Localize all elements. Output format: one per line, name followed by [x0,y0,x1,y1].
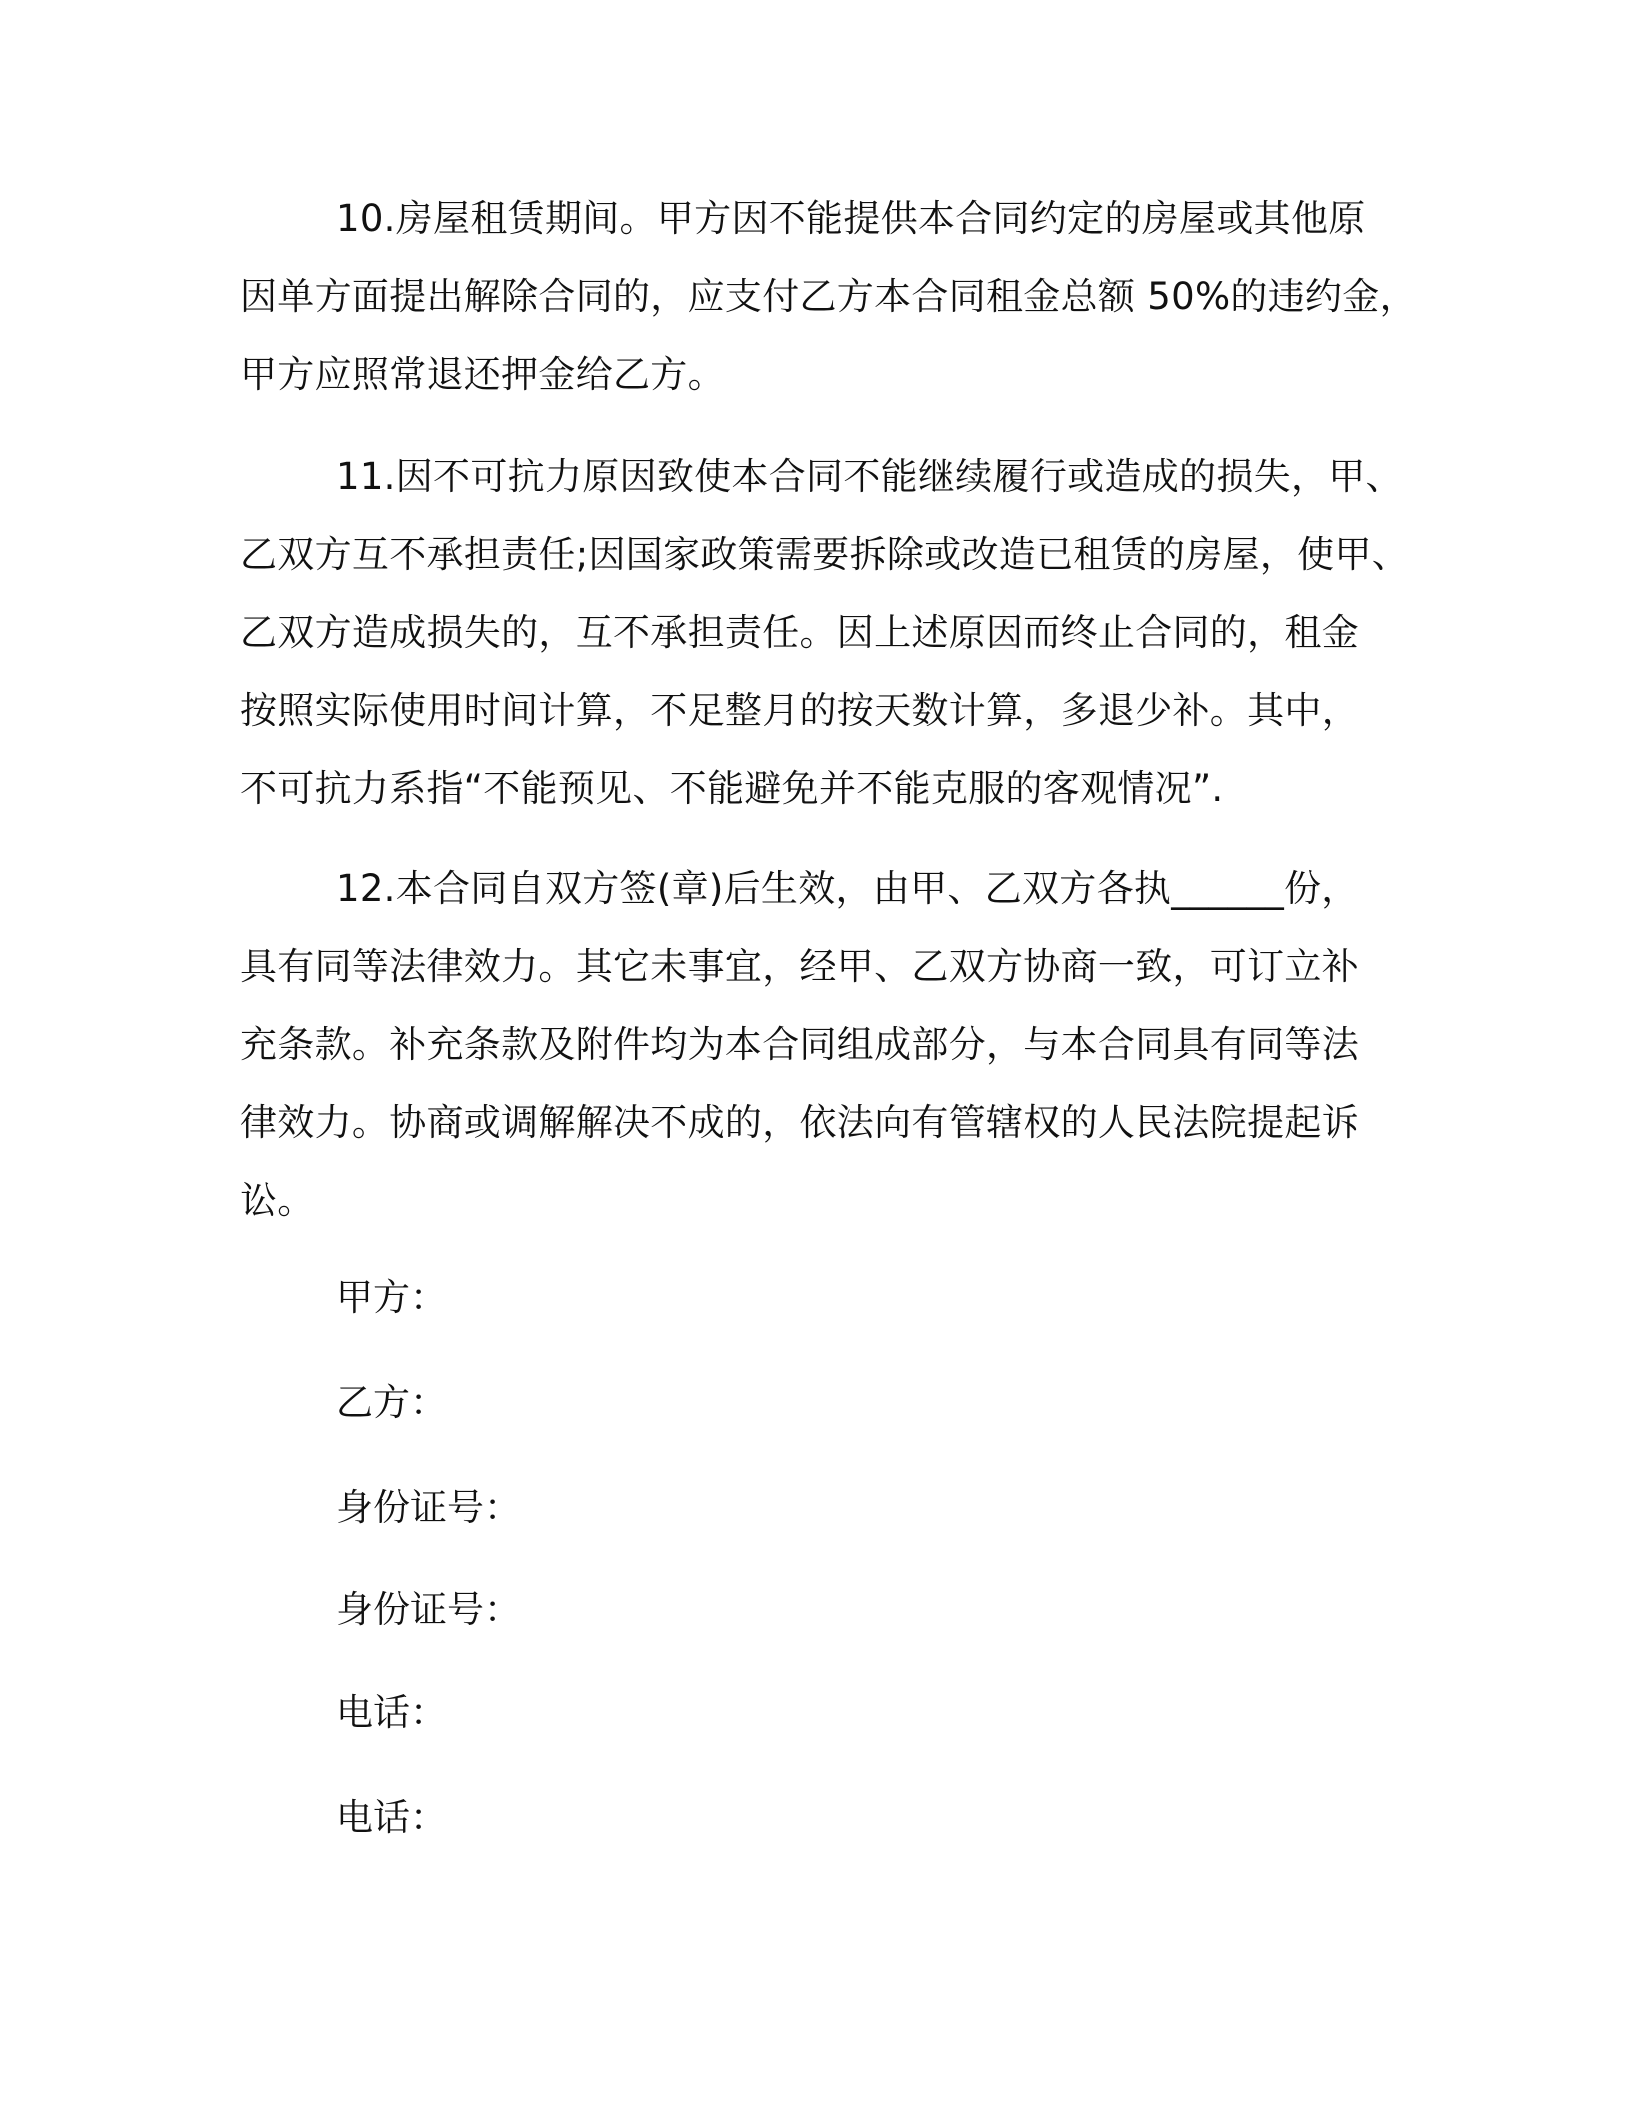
party-a-label: 甲方： [336,1276,447,1319]
clause-line: 充条款。补充条款及附件均为本合同组成部分，与本合同具有同等法 [240,1023,1359,1066]
phone-b-label: 电话： [336,1796,447,1839]
party-b-label: 乙方： [336,1381,447,1424]
phone-a-label: 电话： [336,1691,447,1734]
id-number-a-label: 身份证号： [336,1486,521,1529]
clause-line: 甲方应照常退还押金给乙方。 [240,353,725,396]
clause-12 [240,850,1390,1240]
clause-line: 11.因不可抗力原因致使本合同不能继续履行或造成的损失，甲、 [336,455,1403,498]
clause-line: 乙双方互不承担责任;因国家政策需要拆除或改造已租赁的房屋，使甲、 [240,533,1410,576]
clause-line: 律效力。协商或调解解决不成的，依法向有管辖权的人民法院提起诉 [240,1101,1359,1144]
clause-line: 10.房屋租赁期间。甲方因不能提供本合同约定的房屋或其他原 [336,197,1366,240]
clause-line: 因单方面提出解除合同的，应支付乙方本合同租金总额 50%的违约金， [240,275,1417,318]
clause-line: 乙双方造成损失的，互不承担责任。因上述原因而终止合同的，租金 [240,611,1359,654]
clause-line: 按照实际使用时间计算，不足整月的按天数计算，多退少补。其中， [240,689,1359,732]
clause-10 [240,180,1417,414]
clause-11 [240,438,1410,828]
id-number-b-label: 身份证号： [336,1588,521,1631]
clause-line: 具有同等法律效力。其它未事宜，经甲、乙双方协商一致，可订立补 [240,945,1359,988]
clause-line: 12.本合同自双方签(章)后生效，由甲、乙双方各执______份， [336,867,1359,910]
clause-line: 不可抗力系指“不能预见、不能避免并不能克服的客观情况”. [240,767,1224,810]
clause-line: 讼。 [240,1179,315,1222]
